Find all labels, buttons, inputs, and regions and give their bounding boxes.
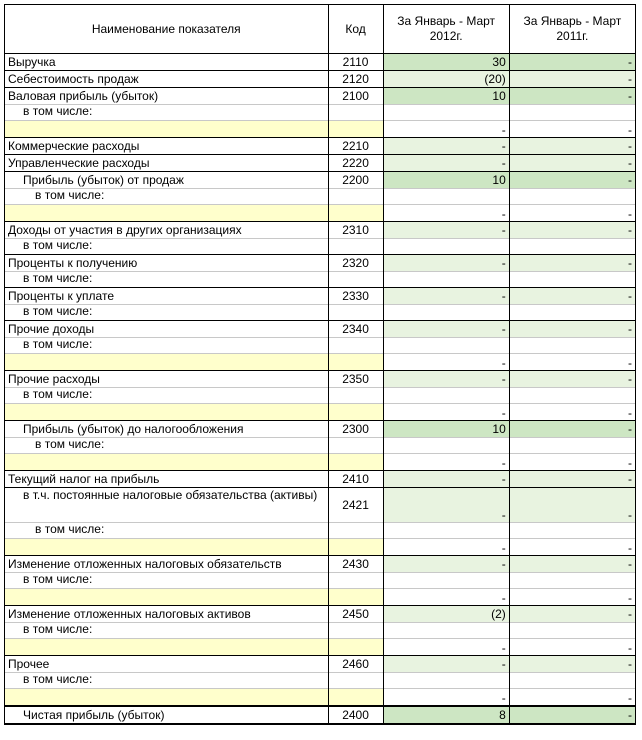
row-value-prev: -	[509, 71, 635, 88]
row-name: в том числе:	[5, 673, 329, 689]
row-name	[5, 689, 329, 707]
row-value-prev: -	[509, 556, 635, 573]
row-name	[5, 454, 329, 471]
table-row	[5, 421, 636, 438]
row-value-current: 8	[383, 706, 509, 724]
row-code	[328, 305, 383, 321]
table-row	[5, 606, 636, 623]
row-name: в том числе:	[5, 523, 329, 539]
row-code: 2100	[328, 88, 383, 105]
row-value-current: -	[383, 222, 509, 239]
table-row	[5, 623, 636, 639]
row-value-prev: -	[509, 656, 635, 673]
table-row	[5, 54, 636, 71]
row-name: в том числе:	[5, 105, 329, 121]
row-code	[328, 573, 383, 589]
row-name: Прибыль (убыток) от продаж	[5, 172, 329, 189]
table-row	[5, 239, 636, 255]
row-value-prev: -	[509, 54, 635, 71]
row-name: Проценты к получению	[5, 255, 329, 272]
row-value-current: (20)	[383, 71, 509, 88]
row-name: в том числе:	[5, 573, 329, 589]
row-code: 2460	[328, 656, 383, 673]
row-value-prev: -	[509, 471, 635, 488]
row-name: Управленческие расходы	[5, 155, 329, 172]
row-code	[328, 589, 383, 606]
table-row	[5, 155, 636, 172]
row-code: 2320	[328, 255, 383, 272]
row-value-current: -	[383, 255, 509, 272]
header-period-prev: За Январь - Март 2011г.	[509, 5, 635, 54]
row-name: Изменение отложенных налоговых активов	[5, 606, 329, 623]
row-name: Себестоимость продаж	[5, 71, 329, 88]
row-name: Коммерческие расходы	[5, 138, 329, 155]
row-value-current	[383, 623, 509, 639]
row-code	[328, 239, 383, 255]
row-code	[328, 354, 383, 371]
row-value-prev: -	[509, 488, 635, 523]
row-value-prev: -	[509, 454, 635, 471]
row-name: Текущий налог на прибыль	[5, 471, 329, 488]
row-name: Прочие доходы	[5, 321, 329, 338]
row-name	[5, 404, 329, 421]
row-value-current: -	[383, 689, 509, 707]
row-name	[5, 354, 329, 371]
row-code: 2220	[328, 155, 383, 172]
table-row	[5, 305, 636, 321]
row-code	[328, 438, 383, 454]
table-row	[5, 88, 636, 105]
row-name: в т.ч. постоянные налоговые обязательства (активы)	[5, 488, 329, 523]
row-value-prev: -	[509, 88, 635, 105]
row-value-prev: -	[509, 205, 635, 222]
table-row	[5, 71, 636, 88]
row-value-prev: -	[509, 706, 635, 724]
table-row	[5, 121, 636, 138]
row-code	[328, 639, 383, 656]
table-row	[5, 689, 636, 707]
row-value-prev: -	[509, 606, 635, 623]
table-row	[5, 438, 636, 454]
row-value-current	[383, 388, 509, 404]
row-name	[5, 639, 329, 656]
row-value-current: -	[383, 138, 509, 155]
table-row	[5, 556, 636, 573]
table-row	[5, 172, 636, 189]
table-row	[5, 539, 636, 556]
table-row	[5, 673, 636, 689]
row-code	[328, 388, 383, 404]
row-name: в том числе:	[5, 388, 329, 404]
row-value-prev: -	[509, 404, 635, 421]
row-value-current	[383, 239, 509, 255]
row-code	[328, 205, 383, 222]
row-name: в том числе:	[5, 189, 329, 205]
row-name: Выручка	[5, 54, 329, 71]
row-value-prev: -	[509, 371, 635, 388]
row-code: 2400	[328, 706, 383, 724]
row-code: 2421	[328, 488, 383, 523]
table-row	[5, 523, 636, 539]
row-name	[5, 205, 329, 222]
table-row	[5, 454, 636, 471]
row-value-current: 10	[383, 172, 509, 189]
row-value-prev: -	[509, 639, 635, 656]
row-value-prev: -	[509, 121, 635, 138]
row-value-current: 10	[383, 88, 509, 105]
table-row	[5, 272, 636, 288]
row-code: 2310	[328, 222, 383, 239]
row-name	[5, 121, 329, 138]
table-row	[5, 388, 636, 404]
row-value-current: -	[383, 404, 509, 421]
row-value-current: -	[383, 121, 509, 138]
row-value-prev: -	[509, 222, 635, 239]
row-code	[328, 539, 383, 556]
row-name: Изменение отложенных налоговых обязательств	[5, 556, 329, 573]
row-code	[328, 272, 383, 288]
row-code: 2340	[328, 321, 383, 338]
row-value-prev: -	[509, 172, 635, 189]
row-code	[328, 523, 383, 539]
row-code: 2110	[328, 54, 383, 71]
row-value-current: -	[383, 539, 509, 556]
row-value-current: -	[383, 288, 509, 305]
row-value-prev	[509, 239, 635, 255]
row-name: в том числе:	[5, 272, 329, 288]
row-name: в том числе:	[5, 338, 329, 354]
row-value-prev: -	[509, 288, 635, 305]
row-code: 2450	[328, 606, 383, 623]
table-row	[5, 706, 636, 724]
row-value-prev	[509, 573, 635, 589]
row-value-current: -	[383, 488, 509, 523]
row-value-prev: -	[509, 255, 635, 272]
row-value-current: 30	[383, 54, 509, 71]
row-value-current	[383, 105, 509, 121]
row-value-prev	[509, 523, 635, 539]
row-name: Доходы от участия в других организациях	[5, 222, 329, 239]
row-value-current: -	[383, 471, 509, 488]
row-value-current	[383, 523, 509, 539]
row-value-prev	[509, 388, 635, 404]
row-code: 2350	[328, 371, 383, 388]
row-code	[328, 189, 383, 205]
table-row	[5, 205, 636, 222]
row-value-current	[383, 338, 509, 354]
row-value-prev: -	[509, 155, 635, 172]
row-value-current	[383, 573, 509, 589]
row-name: в том числе:	[5, 305, 329, 321]
row-value-current: (2)	[383, 606, 509, 623]
row-name: в том числе:	[5, 438, 329, 454]
row-value-current: -	[383, 589, 509, 606]
row-value-current	[383, 438, 509, 454]
row-code	[328, 105, 383, 121]
row-name: в том числе:	[5, 239, 329, 255]
row-value-current: -	[383, 155, 509, 172]
row-value-current: -	[383, 321, 509, 338]
row-value-prev	[509, 438, 635, 454]
row-value-prev: -	[509, 421, 635, 438]
row-name: Прочее	[5, 656, 329, 673]
row-value-prev	[509, 272, 635, 288]
table-row	[5, 471, 636, 488]
row-code: 2200	[328, 172, 383, 189]
table-row	[5, 189, 636, 205]
row-value-prev: -	[509, 321, 635, 338]
row-value-prev: -	[509, 589, 635, 606]
table-row	[5, 138, 636, 155]
row-value-prev	[509, 673, 635, 689]
row-name: в том числе:	[5, 623, 329, 639]
row-name: Прочие расходы	[5, 371, 329, 388]
header-code: Код	[328, 5, 383, 54]
row-value-current: -	[383, 354, 509, 371]
row-value-current	[383, 305, 509, 321]
row-code: 2430	[328, 556, 383, 573]
row-value-prev	[509, 338, 635, 354]
row-value-prev: -	[509, 138, 635, 155]
row-code	[328, 404, 383, 421]
row-value-current: -	[383, 656, 509, 673]
header-row	[5, 5, 636, 54]
row-value-prev	[509, 623, 635, 639]
row-name: Прибыль (убыток) до налогообложения	[5, 421, 329, 438]
income-statement-sheet	[4, 4, 636, 725]
row-code	[328, 454, 383, 471]
table-row	[5, 639, 636, 656]
row-value-current	[383, 189, 509, 205]
row-value-current: -	[383, 639, 509, 656]
row-value-prev	[509, 189, 635, 205]
income-statement-table	[4, 4, 636, 725]
row-value-current: -	[383, 371, 509, 388]
row-name: Проценты к уплате	[5, 288, 329, 305]
row-code: 2410	[328, 471, 383, 488]
row-code	[328, 338, 383, 354]
table-row	[5, 105, 636, 121]
row-code: 2300	[328, 421, 383, 438]
row-value-current: -	[383, 556, 509, 573]
table-row	[5, 656, 636, 673]
row-value-current	[383, 272, 509, 288]
row-code: 2210	[328, 138, 383, 155]
table-row	[5, 354, 636, 371]
row-code	[328, 689, 383, 707]
row-name	[5, 539, 329, 556]
row-value-current: -	[383, 454, 509, 471]
row-value-current	[383, 673, 509, 689]
row-name	[5, 589, 329, 606]
table-row	[5, 222, 636, 239]
table-row	[5, 321, 636, 338]
row-code: 2330	[328, 288, 383, 305]
row-code	[328, 121, 383, 138]
header-name: Наименование показателя	[5, 5, 329, 54]
row-name: Валовая прибыль (убыток)	[5, 88, 329, 105]
row-value-current: -	[383, 205, 509, 222]
row-value-prev: -	[509, 354, 635, 371]
table-row	[5, 404, 636, 421]
table-row	[5, 338, 636, 354]
table-row	[5, 288, 636, 305]
table-row	[5, 573, 636, 589]
table-row	[5, 488, 636, 523]
row-name: Чистая прибыль (убыток)	[5, 706, 329, 724]
row-code	[328, 673, 383, 689]
row-value-prev: -	[509, 689, 635, 707]
row-value-current: 10	[383, 421, 509, 438]
table-row	[5, 371, 636, 388]
row-value-prev	[509, 305, 635, 321]
row-value-prev	[509, 105, 635, 121]
header-period-current: За Январь - Март 2012г.	[383, 5, 509, 54]
table-row	[5, 589, 636, 606]
row-value-prev: -	[509, 539, 635, 556]
row-code: 2120	[328, 71, 383, 88]
row-code	[328, 623, 383, 639]
table-row	[5, 255, 636, 272]
